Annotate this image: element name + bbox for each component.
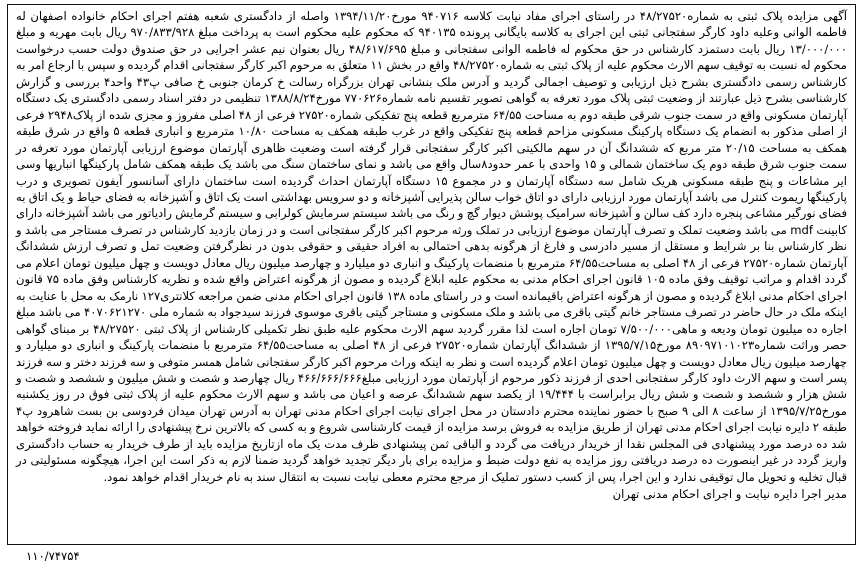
signature-line: مدیر اجرا دایره نیابت و اجرای احکام مدنی تهران: [612, 487, 847, 502]
reference-number: ۱۱۰/۷۴۷۵۴: [26, 549, 80, 563]
notice-body-text: آگهی مزایده پلاک ثبتی به شماره۴۸/۲۷۵۲۰ در راستای اجرای مفاد نیابت کلاسه ۹۴۰۷۱۶ مورخ۱۳۹۴/۱۱/۲۰ واصله از دادگستری شعبه هفتم اجرای احکام خانواده اصفهان له فاطمه الوانی وعلیه داود کارگر سفتجانی ثبتی این اجرای به کلاسه بایگانی پرونده ۹۴۰۱۳۵ که محکوم علیه محکوم است به پرداخت مبلغ ۹۷۰/۸۳۳/۹۲۸ ریال بابت مهریه و مبلغ ۱۳/۰۰۰/۰۰۰ ریال بابت دستمزد کارشناس در حق محکوم له فاطمه الوانی سفتجانی و مبلغ ۴۸/۶۱۷/۶۹۵ ریال بعنوان نیم عشر اجرایی در حق صندوق دولت حسب درخواست محکوم له نسبت به توقیف سهم الارث محکوم علیه از پلاک ثبتی به شماره۴۸/۲۷۵۲۰ واقع در بخش ۱۱ متعلق به مرحوم اکبر کارگر سفتجانی اقدام گردیده و سپس با ارجاع امر به کارشناس رسمی دادگستری بشرح ذیل ارزیابی و توصیف اجمالی گردید و آدرس ملک بنشانی تهران بزرگراه رسالت خ کرمان جنوبی خ صافی پ۴۳ واحد۴ بررسی و گزارش کارشناسی بشرح ذیل عبارتند از وضعیت ثبتی پلاک مورد تعرفه به گواهی تصویر تقسیم نامه شماره۷۷۰۶۲۶ مورخ۱۳۸۸/۸/۲۴ تنظیمی در دفتر اسناد رسمی دادگستری یک دستگاه آپارتمان مسکونی واقع در سمت جنوب شرقی طبقه دوم به مساحت ۶۴/۵۵ مترمربع قطعه پنج تفکیکی شماره۲۷۵۲۰ فرعی از ۴۸ اصلی مفروز و مجزی شده از پلاک۲۹۴۸ فرعی از اصلی مذکور به انضمام یک دستگاه پارکینگ مسکونی مزاحم قطعه پنج تفکیکی واقع در غرب طبقه همکف به مساحت ۱۰/۸۰ مترمربع و انباری قطعه ۵ واقع در شرق طبقه همکف به مساحت ۲۰/۱۵ متر مربع که ششدانگ آن در سهم مالکیتی اکبر کارگر سفتجانی قرار گرفته است وضعیت ظاهری آپارتمان موضوع ارزیابی آپارتمان مورد تعرفه در سمت جنوب شرق طبقه دوم یک ساختمان شمالی و ۱۵ واحدی با عمر حدود۸سال واقع می باشد و نمای ساختمان سنگ می باشد یک طبقه همکف شامل پارکینگها انباریها وسی ایر مشاعات و پنج طبقه مسکونی هریک شامل سه دستگاه آپارتمان و در مجموع ۱۵ دستگاه آپارتمان احداث گردیده است ساختمان دارای آسانسور آیفون تصویری و درب پارکینگها ریموت کنترل می باشد آپارتمان مورد ارزیابی دارای دو اتاق خواب سالن پذیرایی آشپزخانه و دو سرویس بهداشتی است یک اتاق و آشپزخانه به فضای حیاط و یک اتاق به فضای نورگیر مشاعی پنجره دارد کف سالن و آشپزخانه سرامیک پوشش دیوار گچ و رنگ می باشد سیستم سرمایش کولرابی و سیستم گرمایش رادیاتور می باشد آشپزخانه دارای کابینت mdf می باشد وضعیت تملک و تصرف آپارتمان موضوع ارزیابی در تملک ورثه مرحوم اکبر کارگر سفتجانی است و در زمان بازدید کارشناس در تصرف مستاجر می باشد و نظر کارشناس بنا بر شرایط و مستقل از مسیر دادرسی و فارغ از هرگونه بدهی احتمالی به افراد حقیقی و حقوقی بدون در نظرگرفتن وضعیت تمل و تصرف ارزش ششدانگ آپارتمان شماره۲۷۵۲۰ فرعی از ۴۸ اصلی به مساحت۶۴/۵۵ مترمربع با منضمات پارکینگ و انباری دو میلیارد و چهارصد میلیون ریال معادل دویست و چهل میلیون تومان اعلام می گردد اقدام و مراتب توقیف وفق ماده ۱۰۵ قانون اجرای احکام مدنی به محکوم علیه ابلاغ گردیده و مصون از هرگونه اعتراض واقع شده و نظریه کارشناس وفق ماده ۷۵ قانون اجرای احکام مدنی ابلاغ گردیده و مصون از هرگونه اعتراض باقیمانده است و در راستای ماده ۱۳۸ قانون اجرای احکام مدنی ضمن مراجعه کلانتری۱۲۷ نارمک به محل با عنایت به اینکه ملک در حال حاضر در تصرف مستاجر خانم گیتی باقری می باشد و ملک مسکونی و مستاجر گیتی باقری موسوی فرزند سیدجواد به شماره ملی ۴۰۷۰۶۲۱۲۷۰ می باشد مبلغ اجاره ده میلیون تومان ودیعه و ماهی۷/۵۰۰/۰۰۰ تومان اجاره است لذا مقرر گردید سهم الارث محکوم علیه طبق نظر تکمیلی کارشناس از پلاک ثبتی ۴۸/۲۷۵۲۰ بر مبنای گواهی حصر وراثت شماره۸۹۰۹۷۱۰۱۰۲۳ مورخ۱۳۹۵/۷/۱۵ از ششدانگ آپارتمان شماره۲۷۵۲۰ فرعی از ۴۸ اصلی به مساحت۶۴/۵۵ مترمربع با منضمات پارکینگ و انباری دو میلیارد و چهارصد میلیون ریال معادل دویست و چهل میلیون تومان اعلام گردیده است و نظر به اینکه وراث مرحوم اکبر کارگر سفتجانی شامل همسر متوفی و سه فرزند دختر و سه فرزند پسر است و سهم الارث داود کارگر سفتجانی احدی از فرزند ذکور مرحوم از آپارتمان مورد ارزیابی مبلغ۴۶۶/۶۶۶/۶۶۶ ریال چهارصد و شصت و شش میلیون و ششصد و شصت و شش هزار و ششصد و شصت و شش ریال برابراست با ۱۹/۴۴۴ از یکصد سهم ششدانگ عرصه و اعیان می باشد و سهم الارث محکوم علیه از پلاک ثبتی فوق در روز یکشنبه مورخ۱۳۹۵/۷/۲۵ از ساعت ۸ الی ۹ صبح با حضور نماینده محترم دادستان در محل اجرای نیابت اجرای احکام مدنی تهران به آدرس تهران میدان فردوسی بن بست شاهرود پ۴ طبقه ۲ دایره نیابت اجرای احکام مدنی تهران از طریق مزایده به فروش برسد مزایده از قیمت کارشناسی شروع و به کسی که بالاترین نرخ پیشنهادی را ارائه نماید فروخته خواهد شد ده درصد مورد پیشنهادی فی المجلس نقدا از خریدار دریافت می گردد و الباقی ثمن پیشنهادی ظرف مدت یک ماه ازتاریخ مزایده باید از طرف خریدار به حساب دادگستری واریز گردد در غیر اینصورت ده درصد دریافتی روز مزایده به نفع دولت ضبط و مزایده برای بار دیگر تجدید خواهد گردید ضمنا لازم به ذکر است این اجرا، هیچگونه مسئولیتی در قبال تخلیه و تحویل مال توقیفی ندارد و این اجرا، پس از کسب دستور تملیک از مرجع محترم معطی نیابت نسبت به انتقال سند به نام خریدار اقدام خواهد نمود.: [16, 9, 848, 484]
auction-notice-box: [7, 4, 856, 545]
